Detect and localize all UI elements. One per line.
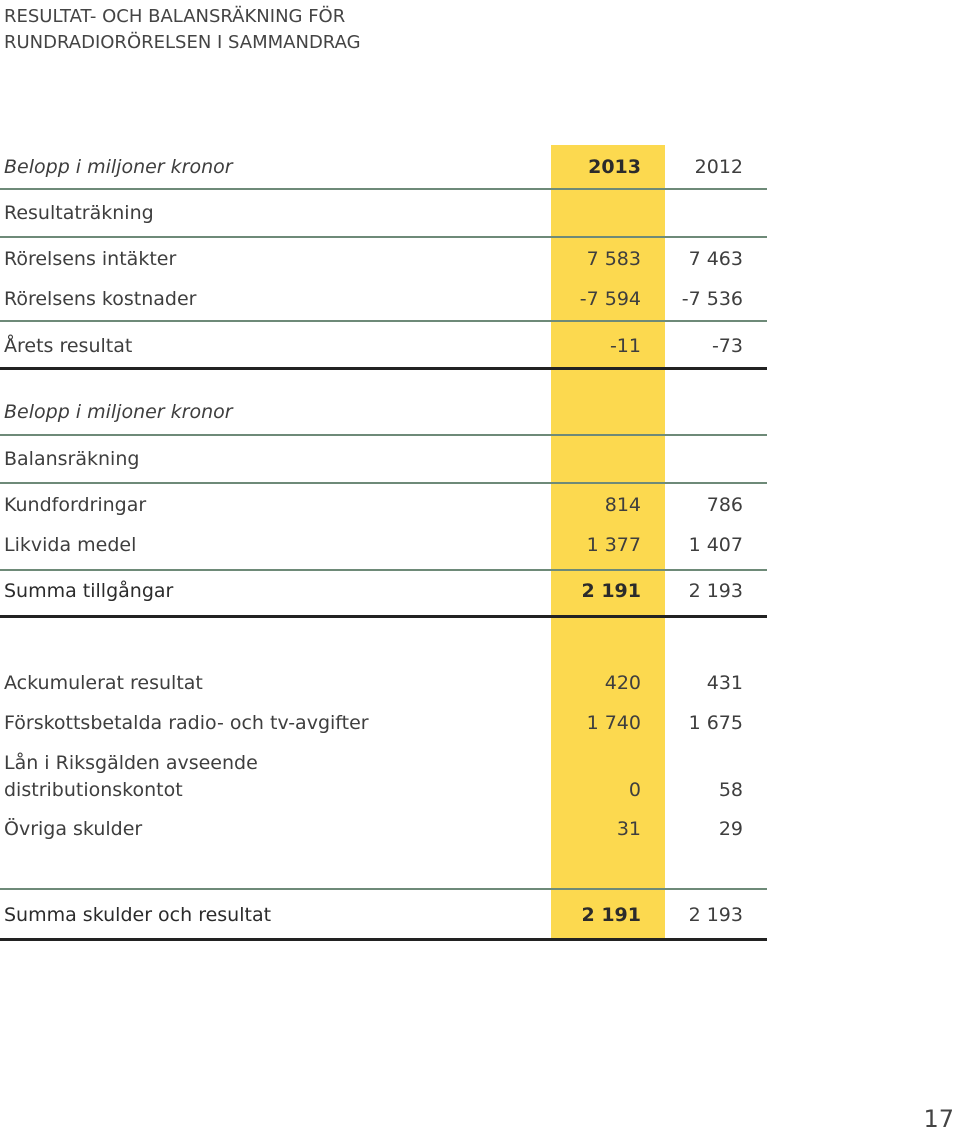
value-2012: 29 xyxy=(718,818,743,840)
table-row xyxy=(0,286,767,312)
divider xyxy=(0,482,767,484)
divider-strong xyxy=(0,367,767,370)
table-row xyxy=(0,246,767,272)
divider-strong xyxy=(0,615,767,618)
row-label: Ackumulerat resultat xyxy=(4,672,203,694)
value-2012: 431 xyxy=(706,672,743,694)
value-2013: 7 583 xyxy=(586,248,641,270)
row-label: Övriga skulder xyxy=(4,818,143,840)
value-2013: 814 xyxy=(604,494,641,516)
value-2012: 2 193 xyxy=(688,580,743,602)
section-label: Resultaträkning xyxy=(4,202,154,224)
value-2012: 1 675 xyxy=(688,712,743,734)
value-2013: 0 xyxy=(628,779,641,801)
row-label: Summa skulder och resultat xyxy=(4,904,272,926)
value-2012: -7 536 xyxy=(681,288,743,310)
value-2013: 420 xyxy=(604,672,641,694)
header-row xyxy=(0,399,767,425)
row-label: Likvida medel xyxy=(4,534,137,556)
row-label-line-2: distributionskontot xyxy=(4,779,183,801)
value-2012: 786 xyxy=(706,494,743,516)
row-label: Förskottsbetalda radio- och tv-avgifter xyxy=(4,712,369,734)
page-number: 17 xyxy=(923,1105,954,1133)
value-2013: 1 740 xyxy=(586,712,641,734)
divider xyxy=(0,569,767,571)
divider-strong xyxy=(0,938,767,941)
value-2013: 31 xyxy=(616,818,641,840)
divider xyxy=(0,236,767,238)
page-title xyxy=(4,4,361,56)
table-row xyxy=(0,816,767,842)
value-2012: 1 407 xyxy=(688,534,743,556)
value-2012: 7 463 xyxy=(688,248,743,270)
row-label-line-1: Lån i Riksgälden avseende xyxy=(4,752,258,774)
table-row xyxy=(0,670,767,696)
row-label: Årets resultat xyxy=(4,335,133,357)
value-2012: -73 xyxy=(711,335,743,357)
year-2013-header: 2013 xyxy=(588,156,641,178)
header-row xyxy=(0,154,767,180)
section-label: Balansräkning xyxy=(4,448,140,470)
value-2013: 2 191 xyxy=(581,580,641,602)
table-row xyxy=(0,532,767,558)
title-line-2: RUNDRADIORÖRELSEN I SAMMANDRAG xyxy=(4,32,361,53)
divider xyxy=(0,434,767,436)
row-label: Summa tillgångar xyxy=(4,580,174,602)
table-row xyxy=(0,710,767,736)
total-row xyxy=(0,902,767,928)
unit-label: Belopp i miljoner kronor xyxy=(4,401,233,423)
total-row xyxy=(0,333,767,359)
row-label: Rörelsens kostnader xyxy=(4,288,197,310)
divider xyxy=(0,188,767,190)
value-2013: 1 377 xyxy=(586,534,641,556)
value-2013: -11 xyxy=(609,335,641,357)
section-heading-balance xyxy=(0,446,767,472)
section-heading-income xyxy=(0,200,767,226)
table-row xyxy=(0,492,767,518)
table-row xyxy=(0,750,767,804)
value-2013: -7 594 xyxy=(579,288,641,310)
divider xyxy=(0,888,767,890)
row-label: Kundfordringar xyxy=(4,494,147,516)
value-2013: 2 191 xyxy=(581,904,641,926)
title-line-1: RESULTAT- OCH BALANSRÄKNING FÖR xyxy=(4,6,346,27)
divider xyxy=(0,320,767,322)
value-2012: 2 193 xyxy=(688,904,743,926)
row-label: Rörelsens intäkter xyxy=(4,248,177,270)
year-2012-header: 2012 xyxy=(694,156,743,178)
unit-label: Belopp i miljoner kronor xyxy=(4,156,233,178)
total-row xyxy=(0,578,767,604)
row-label xyxy=(4,750,258,804)
value-2012: 58 xyxy=(718,779,743,801)
